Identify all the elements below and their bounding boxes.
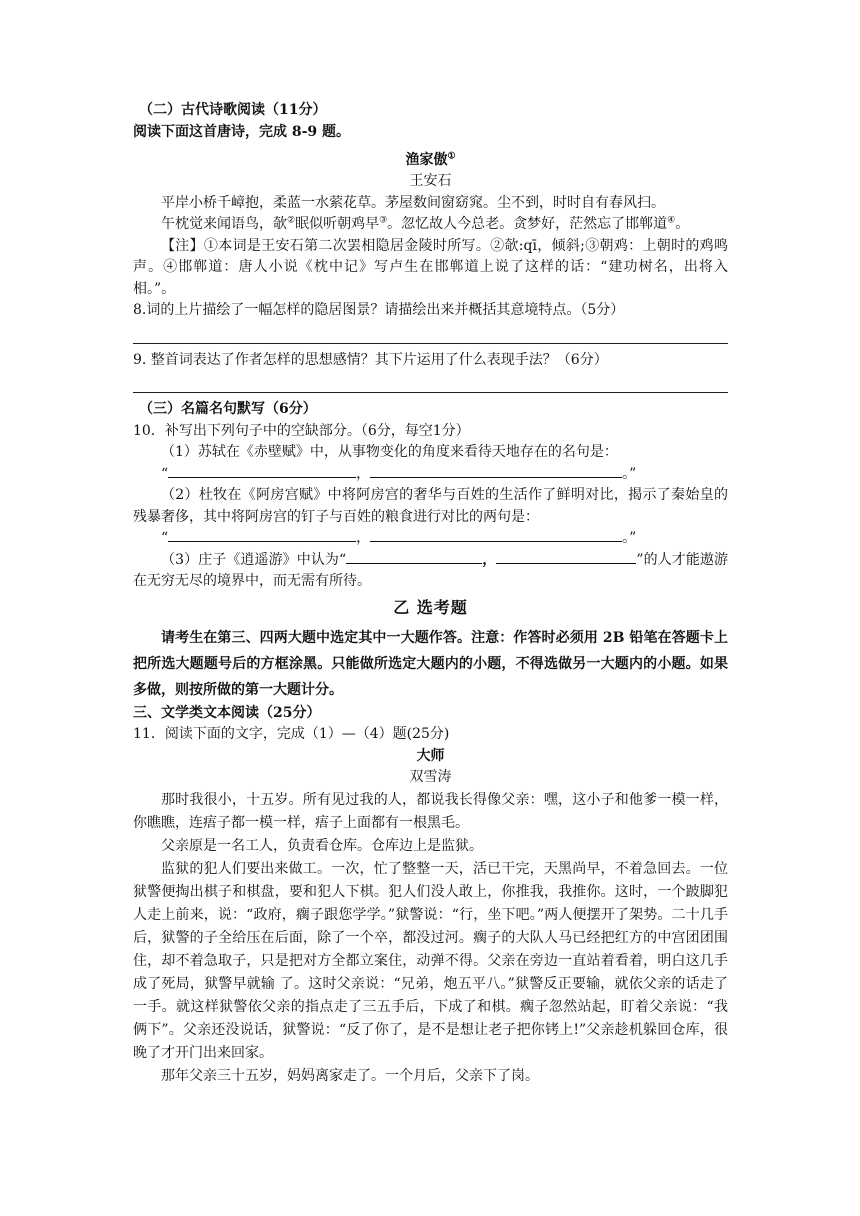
blank-2a[interactable]: [168, 528, 356, 542]
answer-line-9[interactable]: [133, 371, 728, 393]
q10-item-1-blanks: “ ， 。”: [161, 465, 637, 482]
question-10: 10．补写出下列句子中的空缺部分。（6分，每空1分）: [133, 422, 470, 439]
story-author: 双雪涛: [409, 769, 452, 785]
blank-1b[interactable]: [370, 464, 622, 478]
poem-line-1: 平岸小桥千嶂抱，柔蓝一水萦花草。茅屋数间窗窈窕。尘不到，时时自有春风扫。: [161, 194, 665, 211]
poem-title: 渔家傲①: [405, 151, 456, 168]
poem-notes: 【注】①本词是王安石第二次罢相隐居金陵时所写。②欹:qī，倾斜;③朝鸡：上朝时的鸡鸣声。④邯郸道：唐人小说《枕中记》写卢生在邯郸道上说了这样的话：“建功树名，出将入相。”。: [133, 237, 728, 297]
answer-line-8[interactable]: [133, 322, 728, 344]
exam-page: [133, 100, 728, 1088]
blank-3a[interactable]: [346, 550, 482, 564]
section-3-literature-heading: 三、文学类文本阅读（25分）: [133, 704, 321, 721]
story-title: 大师: [416, 747, 445, 764]
part-b-instruction: 请考生在第三、四两大题中选定其中一大题作答。注意：作答时必须用 2B 铅笔在答题卡上把所选大题题号后的方框涂黑。只能做所选定大题内的小题，不得选做另一大题内的小题。如果多做，则按所做的第一大题计分。: [133, 629, 728, 698]
q10-item-2: （2）杜牧在《阿房宫赋》中将阿房宫的奢华与百姓的生活作了鲜明对比，揭示了秦始皇的残暴奢侈，其中将阿房宫的钉子与百姓的粮食进行对比的两句是：: [133, 487, 728, 525]
story-paragraph-2: 父亲原是一名工人，负责看仓库。仓库边上是监狱。: [161, 837, 483, 854]
q10-item-2-blanks: “ ， 。”: [161, 530, 637, 546]
part-b-title: 乙 选考题: [393, 597, 468, 617]
blank-2b[interactable]: [370, 528, 622, 542]
section-2-heading: （二）古代诗歌阅读（11分）: [139, 102, 327, 118]
poem-author: 王安石: [409, 173, 452, 189]
question-8: 8.词的上片描绘了一幅怎样的隐居图景？请描绘出来并概括其意境特点。（5分）: [133, 302, 625, 318]
section-2-instruction: 阅读下面这首唐诗，完成 8-9 题。: [133, 123, 351, 140]
blank-1a[interactable]: [168, 464, 356, 478]
question-11: 11．阅读下面的文字，完成（1）—（4）题(25分): [133, 726, 450, 742]
story-paragraph-1: 那时我很小，十五岁。所有见过我的人，都说我长得像父亲：嘿，这小子和他爹一模一样，你瞧瞧，连痦子都一模一样，痦子上面都有一根黑毛。: [133, 791, 728, 831]
story-paragraph-4: 那年父亲三十五岁，妈妈离家走了。一个月后，父亲下了岗。: [161, 1067, 539, 1084]
q10-item-1: （1）苏轼在《赤壁赋》中，从事物变化的角度来看待天地存在的名句是：: [161, 444, 618, 460]
poem-line-2: 午枕觉来闻语鸟，欹②眠似听朝鸡早③。忽忆故人今总老。贪梦好，茫然忘了邯郸道④。: [161, 215, 690, 232]
section-3-heading: （三）名篇名句默写（6分）: [139, 401, 317, 417]
story-paragraph-3: 监狱的犯人们要出来做工。一次，忙了整整一天，活已干完，天黑尚早，不着急回去。一位狱警便掏出棋子和棋盘，要和犯人下棋。犯人们没人敢上，你推我，我推你。这时，一个跛脚犯人走上前来，说：“政府，瘸子跟您学学。”狱警说：“行，坐下吧。”两人便摆开了架势。二十几手后，狱警的子全给压在后面，除了一个卒，都没过河。瘸子的大队人马已经把红方的中宫团团围住，却不着急取子，只是把对方全都立案住，动弹不得。父亲在旁边一直站着看着，明白这几手成了死局，狱警早就输 了。这时父亲说：“兄弟，炮五平八。”狱警反正要输，就依父亲的话走了一手。就这样狱警依父亲的指点走了三五手后，下成了和棋。瘸子忽然站起，盯着父亲说：“我俩下”。父亲还没说话，狱警说：“反了你了，是不是想让老子把你铐上!”父亲趁机躲回仓库，很晚了才开门出来回家。: [133, 860, 728, 1061]
blank-3b[interactable]: [496, 550, 636, 564]
q10-item-3: （3）庄子《逍遥游》中认为“ ， ”的人才能遨游在无穷无尽的境界中，而无需有所待。: [133, 551, 728, 589]
question-9: 9. 整首词表达了作者怎样的思想感情？其下片运用了什么表现手法？（6分）: [133, 351, 608, 368]
